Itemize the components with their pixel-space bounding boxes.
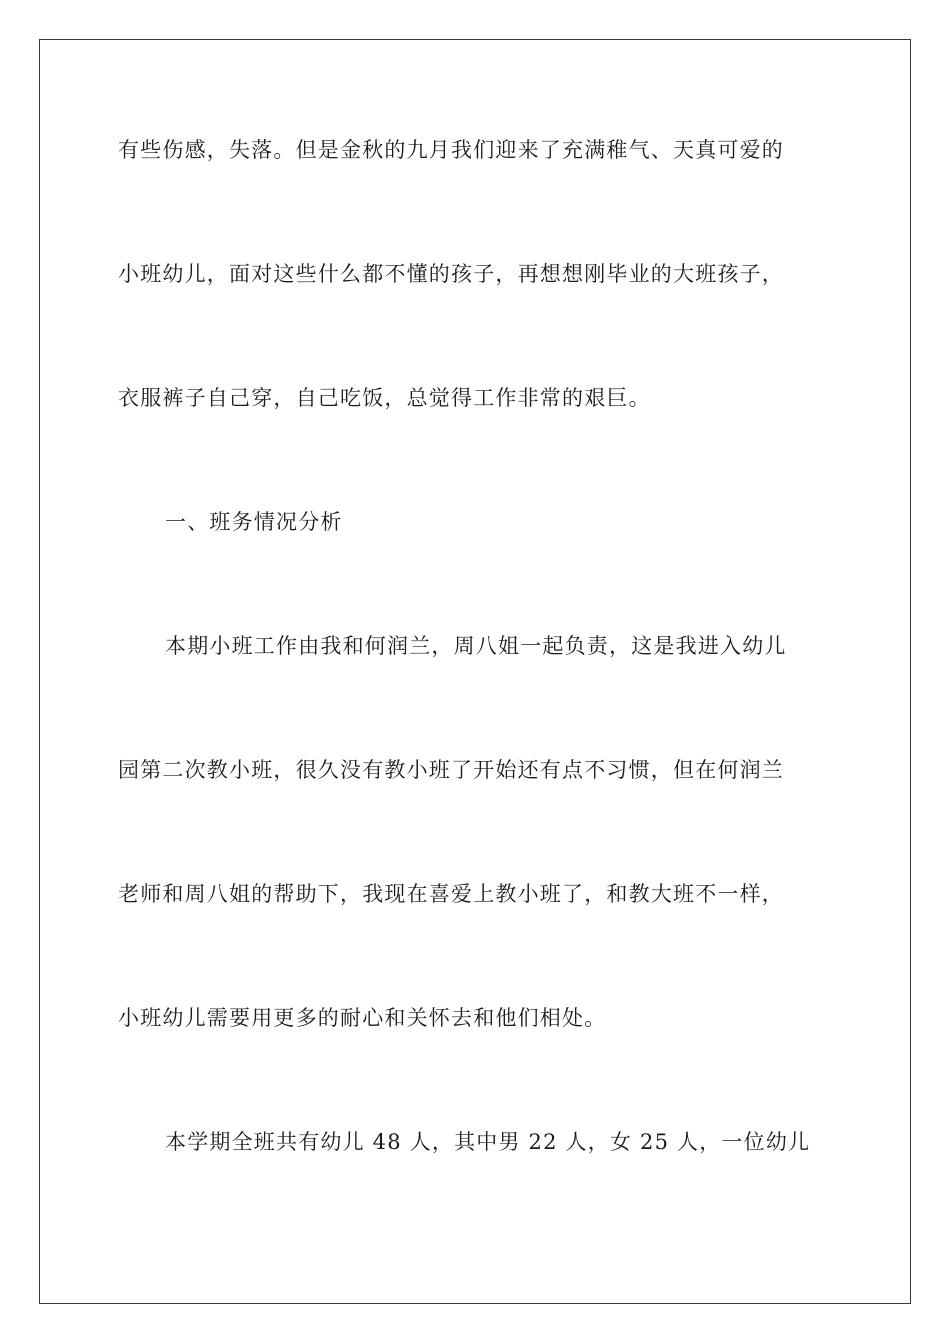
paragraph-line: 本期小班工作由我和何润兰，周八姐一起负责，这是我进入幼儿 <box>165 634 787 658</box>
section-heading: 一、班务情况分析 <box>165 510 343 534</box>
paragraph-line: 园第二次教小班，很久没有教小班了开始还有点不习惯，但在何润兰 <box>118 758 784 782</box>
paragraph-line: 小班幼儿需要用更多的耐心和关怀去和他们相处。 <box>118 1006 607 1030</box>
paragraph-line: 有些伤感，失落。但是金秋的九月我们迎来了充满稚气、天真可爱的 <box>118 138 784 162</box>
paragraph-line: 小班幼儿，面对这些什么都不懂的孩子，再想想刚毕业的大班孩子， <box>118 262 784 286</box>
paragraph-line: 衣服裤子自己穿，自己吃饭，总觉得工作非常的艰巨。 <box>118 386 651 410</box>
page-border <box>39 39 911 1304</box>
paragraph-line: 老师和周八姐的帮助下，我现在喜爱上教小班了，和教大班不一样， <box>118 882 784 906</box>
paragraph-line: 本学期全班共有幼儿 48 人，其中男 22 人，女 25 人，一位幼儿 <box>165 1130 811 1154</box>
